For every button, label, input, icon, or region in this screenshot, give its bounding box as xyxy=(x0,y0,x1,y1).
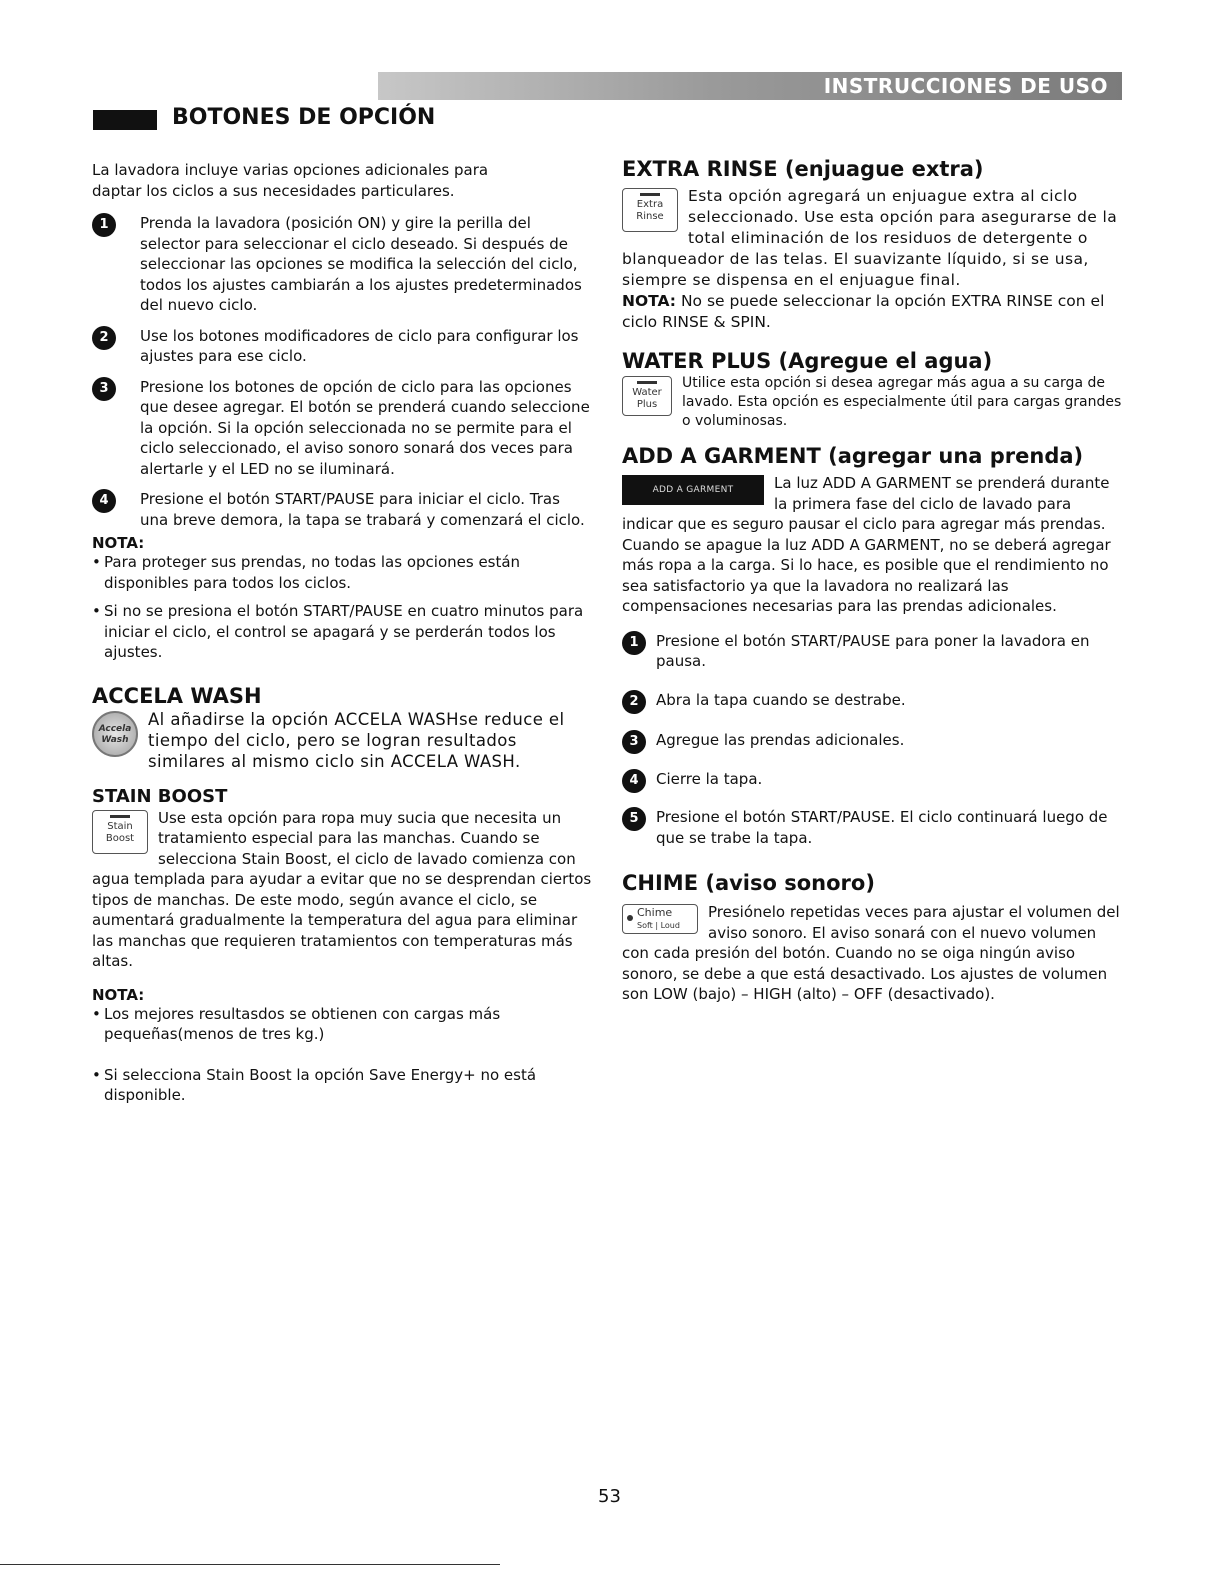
nota-bullet: • Si no se presiona el botón START/PAUSE en cuatro minutos para iniciar el ciclo, el control se apagará y se perderán todos los ajustes. xyxy=(92,601,592,663)
banner-title: INSTRUCCIONES DE USO xyxy=(823,74,1108,98)
stain-boost-text: Use esta opción para ropa muy sucia que necesita un tratamiento especial para las manchas. Cuando se selecciona Stain Boost, el ciclo de lavado comienza con agua templada para ayudar a evitar que no se desprendan ciertos tipos de manchas. De este modo, según avance el ciclo, se aumentará gradualmente la temperatura del agua para eliminar las manchas que requieren tratamientos con temperaturas más altas. xyxy=(92,808,592,970)
water-plus-icon: Water Plus xyxy=(622,376,672,416)
step-text: Prenda la lavadora (posición ON) y gire la perilla del selector para seleccionar el ciclo deseado. Si después de seleccionar las opciones se modifica la selección del ciclo, todos los ajustes cambiarán a los ajustes predeterminados del nuevo ciclo. xyxy=(140,214,582,314)
nota-bullet: • Si selecciona Stain Boost la opción Save Energy+ no está disponible. xyxy=(92,1065,574,1106)
stain-boost-icon: Stain Boost xyxy=(92,810,148,854)
garment-step-4 xyxy=(622,769,1122,790)
step-text: Presione el botón START/PAUSE. El ciclo continuará luego de que se trabe la tapa. xyxy=(656,808,1108,847)
garment-step-1 xyxy=(622,631,1122,672)
right-column xyxy=(622,156,1122,1005)
extra-rinse-text: Esta opción agregará un enjuague extra al ciclo seleccionado. Use esta opción para asegurarse de la total eliminación de los residuos de detergente o blanqueador de las telas. El suavizante líquido, si se usa, siempre se dispensa en el enjuague final. xyxy=(622,187,1118,289)
step-4 xyxy=(92,489,592,530)
header-banner xyxy=(378,72,1122,100)
intro-text: La lavadora incluye varias opciones adicionales para daptar los ciclos a sus necesidades particulares. xyxy=(92,161,489,200)
step-number-icon: 1 xyxy=(92,213,116,237)
section-marker xyxy=(93,110,157,130)
accela-text: Al añadirse la opción ACCELA WASHse reduce el tiempo del ciclo, pero se logran resultados similares al mismo ciclo sin ACCELA WASH. xyxy=(148,709,565,771)
step-text: Presione el botón START/PAUSE para poner la lavadora en pausa. xyxy=(656,631,1090,670)
garment-step-5 xyxy=(622,807,1122,848)
accela-heading: ACCELA WASH xyxy=(92,683,262,708)
add-garment-heading: ADD A GARMENT (agregar una prenda) xyxy=(622,444,1084,468)
stain-boost-block xyxy=(92,808,592,972)
extra-rinse-icon: Extra Rinse xyxy=(622,188,678,232)
extra-rinse-note xyxy=(622,291,1122,332)
nota-label: NOTA: xyxy=(92,985,145,1004)
nota-label: NOTA: xyxy=(92,534,145,552)
garment-step-3 xyxy=(622,730,1122,751)
section-title: BOTONES DE OPCIÓN xyxy=(172,105,436,130)
extra-rinse-block xyxy=(622,186,1122,291)
nota-bullet: • Los mejores resultasdos se obtienen con cargas más pequeñas(menos de tres kg.) xyxy=(92,1004,524,1045)
step-text: Presione el botón START/PAUSE para iniciar el ciclo. Tras una breve demora, la tapa se trabará y comenzará el ciclo. xyxy=(140,490,585,529)
page-number: 53 xyxy=(598,1486,621,1507)
water-plus-block xyxy=(622,374,1122,431)
chime-dot-icon xyxy=(627,915,633,921)
water-plus-heading: WATER PLUS (Agregue el agua) xyxy=(622,349,993,373)
step-number-icon: 4 xyxy=(622,769,646,793)
stain-boost-heading: STAIN BOOST xyxy=(92,785,228,807)
step-number-icon: 2 xyxy=(622,690,646,714)
step-3 xyxy=(92,377,592,480)
accela-wash-icon: Accela Wash xyxy=(92,711,138,757)
step-2 xyxy=(92,326,592,367)
extra-rinse-heading: EXTRA RINSE (enjuague extra) xyxy=(622,157,984,181)
accela-block xyxy=(92,709,592,772)
step-number-icon: 3 xyxy=(622,730,646,754)
water-plus-text: Utilice esta opción si desea agregar más agua a su carga de lavado. Esta opción es especialmente útil para cargas grandes o voluminosas. xyxy=(682,375,1122,429)
step-1 xyxy=(92,213,592,316)
step-text: Cierre la tapa. xyxy=(656,769,763,788)
step-text: Agregue las prendas adicionales. xyxy=(656,731,905,749)
add-garment-block xyxy=(622,473,1122,617)
step-text: Presione los botones de opción de ciclo para las opciones que desee agregar. El botón se prenderá cuando seleccione la opción. Si la opción seleccionada no se permite para el ciclo seleccionado, el aviso sonoro sonará dos veces para alertarle y el LED no se iluminará. xyxy=(140,377,590,478)
nota-label: NOTA: xyxy=(622,292,677,310)
chime-text: Presiónelo repetidas veces para ajustar el volumen del aviso sonoro. El aviso sonará con el nuevo volumen con cada presión del botón. Cuando no se oiga ningún aviso sonoro, se debe a que está desactivado. Los ajustes de volumen son LOW (bajo) – HIGH (alto) – OFF (desactivado). xyxy=(622,903,1120,1003)
chime-heading: CHIME (aviso sonoro) xyxy=(622,871,875,895)
chime-button-icon: Chime Soft | Loud xyxy=(622,904,698,934)
add-garment-text: La luz ADD A GARMENT se prenderá durante la primera fase del ciclo de lavado para indicar que es seguro pausar el ciclo para agregar más prendas. Cuando se apague la luz ADD A GARMENT, no se deberá agregar más ropa a la carga. Si lo hace, es posible que el rendimiento no sea satisfactorio ya que la lavadora no realizará las compensaciones necesarias para las prendas adicionales. xyxy=(622,474,1111,615)
step-text: Abra la tapa cuando se destrabe. xyxy=(656,690,906,709)
step-number-icon: 1 xyxy=(622,631,646,655)
garment-step-2 xyxy=(622,690,1122,711)
nota-bullet: • Para proteger sus prendas, no todas las opciones están disponibles para todos los ciclos. xyxy=(92,552,592,593)
nota-text: No se puede seleccionar la opción EXTRA RINSE con el ciclo RINSE & SPIN. xyxy=(622,292,1105,331)
add-garment-indicator-icon: ADD A GARMENT xyxy=(622,475,764,505)
step-number-icon: 4 xyxy=(92,489,116,513)
step-number-icon: 3 xyxy=(92,377,116,401)
footer-rule xyxy=(0,1564,500,1565)
step-text: Use los botones modificadores de ciclo para configurar los ajustes para ese ciclo. xyxy=(140,326,579,365)
step-number-icon: 2 xyxy=(92,326,116,350)
left-column xyxy=(92,160,592,1106)
chime-block xyxy=(622,902,1122,1005)
step-number-icon: 5 xyxy=(622,807,646,831)
